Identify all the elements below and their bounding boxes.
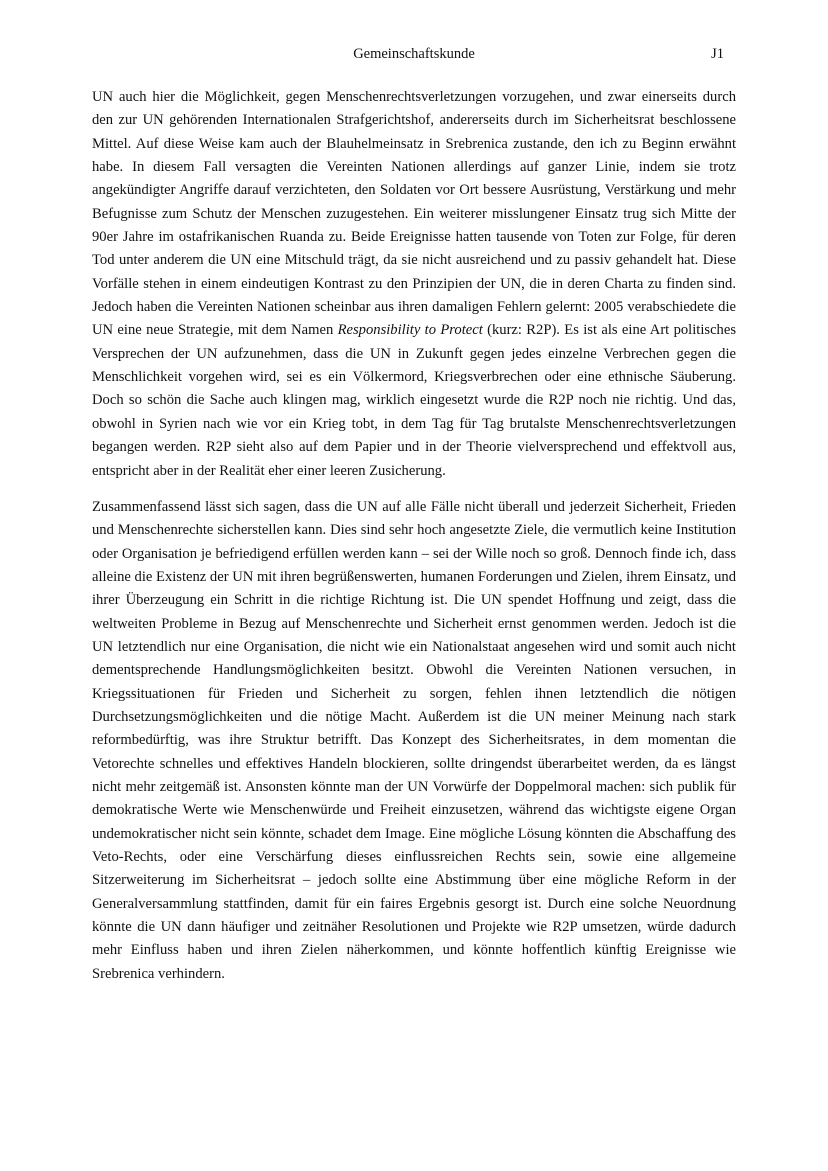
paragraph-1-text-before: UN auch hier die Möglichkeit, gegen Menschenrechtsverletzungen vorzugehen, und zwar einerseits durch den zur UN gehörenden Internationalen Strafgerichtshof, andererseits durch im Sicherheitsrat beschlossene Mittel. Auf diese Weise kam auch der Blauhelmeinsatz in Srebrenica zustande, den ich zu Beginn erwähnt habe. In diesem Fall versagten die Vereinten Nationen allerdings auf ganzer Linie, indem sie trotz angekündigter Angriffe darauf verzichteten, den Soldaten vor Ort bessere Ausrüstung, Verstärkung und mehr Befugnisse zum Schutz der Menschen zuzugestehen. Ein weiterer misslungener Einsatz trug sich Mitte der 90er Jahre im ostafrikanischen Ruanda zu. Beide Ereignisse hatten tausende von Toten zur Folge, für deren Tod unter anderem die UN eine Mitschuld trägt, da sie nicht ausreichend und zu passiv gehandelt hat. Diese Vorfälle stehen in einem eindeutigen Kontrast zu den Prinzipien der UN, die in deren Charta zu finden sind. Jedoch haben die Vereinten Nationen scheinbar aus ihren damaligen Fehlern gelernt: 2005 verabschiedete die UN eine neue Strategie, mit dem Namen bbox=[92, 89, 736, 339]
paragraph-1-emphasis: Responsibility to Protect bbox=[337, 322, 483, 339]
paragraph-1 bbox=[92, 86, 736, 483]
body-text bbox=[92, 86, 736, 986]
paragraph-1-text-after: (kurz: R2P). Es ist als eine Art politisches Versprechen der UN aufzunehmen, dass die UN in Zukunft gegen jedes einzelne Verbrechen gegen die Menschlichkeit vorgehen wird, sei es ein Völkermord, Kriegsverbrechen oder eine ethnische Säuberung. Doch so schön die Sache auch klingen mag, wirklich eingesetzt wurde die R2P noch nie richtig. Und das, obwohl in Syrien nach wie vor ein Krieg tobt, in dem Tag für Tag brutalste Menschenrechtsverletzungen begangen werden. R2P sieht also auf dem Papier und in der Theorie vielversprechend und effektvoll aus, entspricht aber in der Realität eher einer leeren Zusicherung. bbox=[92, 322, 737, 479]
paragraph-2: Zusammenfassend lässt sich sagen, dass die UN auf alle Fälle nicht überall und jederzeit Sicherheit, Frieden und Menschenrechte sicherstellen kann. Dies sind sehr hoch angesetzte Ziele, die vermutlich keine Institution oder Organisation je befriedigend erfüllen werden kann – sei der Wille noch so groß. Dennoch finde ich, dass alleine die Existenz der UN mit ihren begrüßenswerten, humanen Forderungen und Zielen, ihrem Einsatz, und ihrer Überzeugung ein Schritt in die richtige Richtung ist. Die UN spendet Hoffnung und zeigt, dass die weltweiten Probleme in Bezug auf Menschenrechte und Sicherheit ernst genommen werden. Jedoch ist die UN letztendlich nur eine Organisation, die nicht wie ein Nationalstaat angesehen wird und somit auch nicht dementsprechende Handlungsmöglichkeiten besitzt. Obwohl die Vereinten Nationen versuchen, in Kriegssituationen für Frieden und Sicherheit zu sorgen, fehlen ihnen letztendlich die nötigen Durchsetzungsmöglichkeiten und die nötige Macht. Außerdem ist die UN meiner Meinung nach stark reformbedürftig, was ihre Struktur betrifft. Das Konzept des Sicherheitsrates, in dem momentan die Vetorechte schnelles und effektives Handeln blockieren, sollte dringendst überarbeitet werden, da es längst nicht mehr zeitgemäß ist. Ansonsten könnte man der UN Vorwürfe der Doppelmoral machen: sich publik für demokratische Werte wie Menschenwürde und Freiheit einzusetzen, während das wichtigste eigene Organ undemokratischer nicht sein könnte, schadet dem Image. Eine mögliche Lösung könnten die Abschaffung des Veto-Rechts, oder eine Verschärfung dieses einflussreichen Rechts sein, sowie eine allgemeine Sitzerweiterung im Sicherheitsrat – jedoch sollte eine Abstimmung über eine mögliche Reform in der Generalversammlung stattfinden, damit für ein faires Ergebnis gesorgt ist. Durch eine solche Neuordnung könnte die UN dann häufiger und zeitnäher Resolutionen und Projekte wie R2P umsetzen, würde dadurch mehr Einfluss haben und ihren Zielen näherkommen, und könnte hoffentlich künftig Ereignisse wie Srebrenica verhindern. bbox=[92, 498, 736, 982]
page-header bbox=[92, 46, 736, 70]
header-subject: Gemeinschaftskunde bbox=[353, 46, 475, 62]
header-page-label: J1 bbox=[711, 46, 724, 62]
